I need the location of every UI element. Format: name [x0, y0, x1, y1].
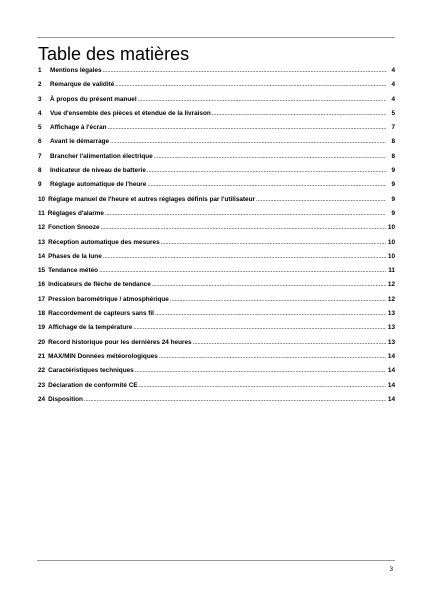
- toc-dot-leader: [133, 324, 386, 331]
- header-rule: [37, 37, 395, 38]
- toc-entry-number: 23: [38, 381, 46, 389]
- toc-entry-page: 7: [391, 124, 395, 132]
- toc-entry-title: Indicateurs de flèche de tendance: [48, 281, 151, 289]
- toc-entry-title: Disposition: [48, 395, 83, 403]
- table-of-contents: [38, 67, 395, 410]
- toc-entry-title: Record historique pour les dernières 24 heures: [48, 338, 192, 346]
- toc-entry-page: 12: [387, 281, 395, 289]
- toc-entry-number: 1: [38, 67, 42, 74]
- toc-entry[interactable]: [38, 382, 395, 396]
- toc-dot-leader: [170, 296, 386, 303]
- toc-entry-page: 10: [387, 224, 395, 232]
- toc-entry-page: 4: [391, 81, 395, 89]
- toc-dot-leader: [101, 224, 386, 231]
- toc-entry[interactable]: [38, 167, 395, 181]
- toc-entry-page: 9: [391, 181, 395, 189]
- toc-entry[interactable]: [38, 181, 395, 195]
- toc-dot-leader: [159, 353, 386, 360]
- toc-entry-title: Réglages d'alarme: [47, 209, 104, 217]
- toc-entry-title: Vue d'ensemble des pièces et étendue de la livraison: [50, 109, 211, 117]
- page-number: 3: [389, 566, 393, 573]
- toc-entry[interactable]: [38, 153, 395, 167]
- toc-entry-title: Brancher l'alimentation électrique: [50, 152, 153, 160]
- toc-entry[interactable]: [38, 253, 395, 267]
- toc-entry-page: 8: [391, 152, 395, 160]
- toc-entry-title: Déclaration de conformité CE: [48, 381, 138, 389]
- footer-rule: [37, 560, 395, 561]
- toc-entry-page: 8: [391, 138, 395, 146]
- toc-dot-leader: [147, 167, 386, 174]
- toc-entry-number: 4: [38, 109, 42, 117]
- toc-dot-leader: [193, 339, 386, 346]
- toc-dot-leader: [103, 67, 387, 74]
- toc-entry-title: Affichage à l'écran: [50, 124, 107, 132]
- toc-entry-title: Indicateur de niveau de batterie: [50, 167, 146, 175]
- toc-entry-title: MAX/MIN Données météorologiques: [48, 352, 158, 360]
- toc-entry-page: 14: [387, 352, 395, 360]
- toc-entry[interactable]: [38, 210, 395, 224]
- toc-entry-page: 13: [387, 324, 395, 332]
- toc-entry[interactable]: [38, 396, 395, 410]
- toc-entry[interactable]: [38, 339, 395, 353]
- toc-entry-number: 10: [38, 195, 46, 203]
- toc-dot-leader: [256, 196, 386, 203]
- toc-entry[interactable]: [38, 138, 395, 152]
- toc-entry-title: Phases de la lune: [48, 252, 102, 260]
- toc-entry[interactable]: [38, 124, 395, 138]
- toc-entry-number: 6: [38, 138, 42, 146]
- toc-entry-title: Avant le démarrage: [50, 138, 110, 146]
- toc-dot-leader: [161, 239, 386, 246]
- toc-entry[interactable]: [38, 310, 395, 324]
- toc-entry-number: 7: [38, 152, 42, 160]
- toc-dot-leader: [139, 382, 386, 389]
- toc-entry-number: 15: [38, 267, 46, 275]
- toc-dot-leader: [105, 210, 386, 217]
- toc-entry-page: 12: [387, 295, 395, 303]
- toc-entry[interactable]: [38, 81, 395, 95]
- toc-entry[interactable]: [38, 224, 395, 238]
- toc-entry-number: 16: [38, 281, 46, 289]
- toc-entry-page: 4: [391, 95, 395, 103]
- toc-entry[interactable]: [38, 296, 395, 310]
- toc-entry-page: 4: [391, 67, 395, 74]
- toc-entry[interactable]: [38, 67, 395, 81]
- page-title: Table des matières: [38, 44, 190, 64]
- toc-dot-leader: [110, 138, 386, 145]
- toc-entry-title: Remarque de validité: [50, 81, 115, 89]
- toc-entry-title: Réception automatique des mesures: [48, 238, 160, 246]
- toc-entry-page: 9: [391, 195, 395, 203]
- toc-dot-leader: [155, 310, 386, 317]
- toc-entry-page: 9: [391, 167, 395, 175]
- toc-entry-number: 12: [38, 224, 46, 232]
- toc-entry[interactable]: [38, 353, 395, 367]
- toc-entry-number: 5: [38, 124, 42, 132]
- toc-entry[interactable]: [38, 110, 395, 124]
- toc-entry-number: 20: [38, 338, 46, 346]
- toc-entry-number: 18: [38, 310, 46, 318]
- toc-entry-number: 2: [38, 81, 42, 89]
- toc-entry-page: 11: [388, 267, 395, 275]
- toc-entry-title: Pression barométrique / atmosphérique: [48, 295, 169, 303]
- toc-entry-page: 14: [387, 381, 395, 389]
- toc-entry-number: 17: [38, 295, 46, 303]
- toc-dot-leader: [84, 396, 386, 403]
- toc-entry-title: Réglage automatique de l'heure: [50, 181, 147, 189]
- toc-dot-leader: [212, 110, 386, 117]
- toc-entry[interactable]: [38, 196, 395, 210]
- toc-entry-number: 11: [38, 209, 45, 217]
- toc-entry-title: Réglage manuel de l'heure et autres réglages définis par l'utilisateur: [48, 195, 256, 203]
- toc-entry-title: À propos du présent manuel: [50, 95, 137, 103]
- toc-dot-leader: [154, 153, 386, 160]
- toc-entry[interactable]: [38, 239, 395, 253]
- toc-entry-page: 14: [387, 395, 395, 403]
- toc-dot-leader: [147, 181, 386, 188]
- toc-entry-title: Mentions légales: [50, 67, 102, 74]
- toc-entry-number: 9: [38, 181, 42, 189]
- toc-entry[interactable]: [38, 281, 395, 295]
- toc-entry-number: 22: [38, 367, 46, 375]
- toc-entry-number: 19: [38, 324, 46, 332]
- toc-dot-leader: [108, 124, 386, 131]
- toc-entry-number: 14: [38, 252, 46, 260]
- toc-entry-title: Raccordement de capteurs sans fil: [48, 310, 154, 318]
- toc-entry[interactable]: [38, 267, 395, 281]
- toc-entry-page: 13: [387, 310, 395, 318]
- toc-entry[interactable]: [38, 367, 395, 381]
- toc-entry[interactable]: [38, 96, 395, 110]
- toc-entry-number: 3: [38, 95, 42, 103]
- toc-entry-page: 5: [391, 109, 395, 117]
- toc-dot-leader: [138, 96, 386, 103]
- toc-entry-page: 10: [387, 252, 395, 260]
- toc-dot-leader: [135, 367, 386, 374]
- toc-entry-title: Caractéristiques techniques: [48, 367, 134, 375]
- toc-entry-page: 14: [387, 367, 395, 375]
- toc-entry-title: Affichage de la température: [48, 324, 133, 332]
- toc-entry[interactable]: [38, 324, 395, 338]
- toc-entry-page: 13: [387, 338, 395, 346]
- toc-entry-number: 8: [38, 167, 42, 175]
- toc-entry-number: 13: [38, 238, 46, 246]
- toc-dot-leader: [115, 81, 386, 88]
- toc-dot-leader: [103, 253, 386, 260]
- toc-entry-title: Tendance météo: [48, 267, 99, 275]
- toc-entry-page: 9: [391, 209, 395, 217]
- toc-dot-leader: [99, 267, 386, 274]
- toc-entry-number: 21: [38, 352, 46, 360]
- toc-entry-page: 10: [387, 238, 395, 246]
- toc-entry-number: 24: [38, 395, 46, 403]
- toc-entry-title: Fonction Snooze: [48, 224, 100, 232]
- toc-dot-leader: [152, 281, 386, 288]
